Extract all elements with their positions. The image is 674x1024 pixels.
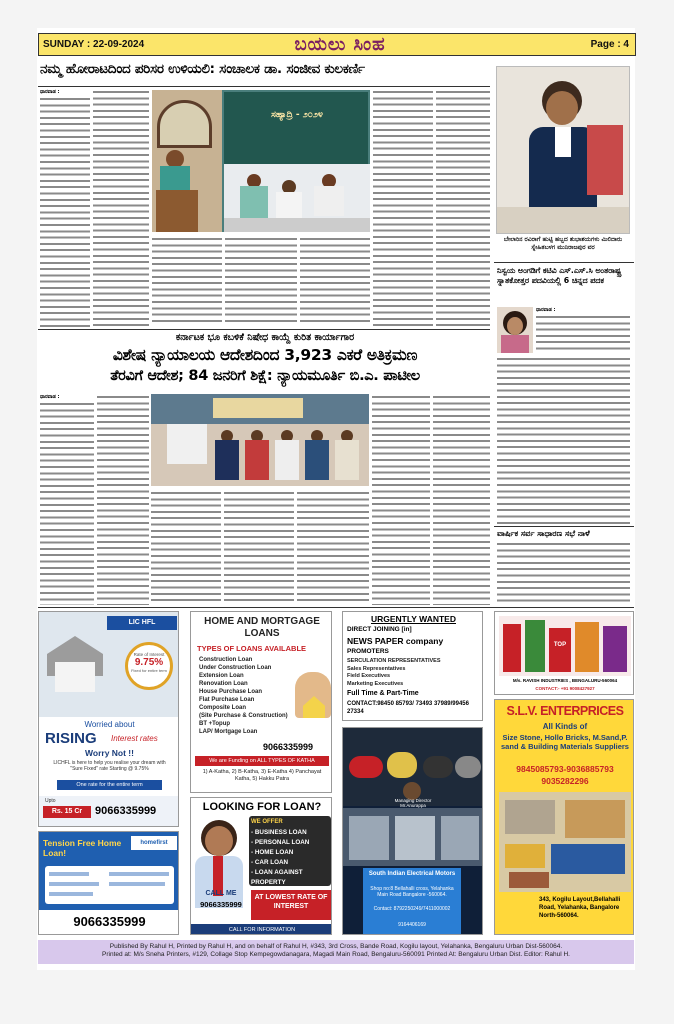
motors-address: Shop no:8 Bellahalli cross, Yelahanka Main Road Bangalore -560064. <box>370 886 454 898</box>
lic-body-text: LICHFL is here to help you realise your dream with "Sure Fixed" rate Starting @ 9.75% <box>53 760 166 772</box>
masthead <box>38 33 636 56</box>
loan-phone: 9066335999 <box>200 900 242 909</box>
loan-type-item: Construction Loan <box>199 657 253 663</box>
loan-type-item: Flat Purchase Loan <box>199 697 255 703</box>
banner-text: ಸಹ್ಯಾದ್ರಿ - ೨೦೨೪ <box>271 110 323 120</box>
home-mortgage-ad <box>190 611 332 793</box>
story4-column <box>497 541 630 605</box>
direct-joining: DIRECT JOINING [in] <box>347 626 412 633</box>
loan-offer-item: - BUSINESS LOAN <box>251 829 307 836</box>
imprint-footer <box>38 940 634 964</box>
worry-not-text: Worry Not !! <box>85 748 134 758</box>
looking-for-loan-ad <box>190 797 332 935</box>
story1-column <box>93 89 149 327</box>
upto-label: Upto <box>45 798 56 804</box>
homefirst-title: Tension Free Home Loan! <box>43 838 122 858</box>
ravish-industries-ad <box>494 611 634 695</box>
student-photo <box>497 307 533 353</box>
story4-headline: ವಾರ್ಷಿಕ ಸರ್ವ ಸಾಧಾರಣ ಸಭೆ ನಾಳೆ <box>497 529 590 538</box>
story2-column <box>151 490 221 605</box>
birthday-photo <box>496 66 630 234</box>
wanted-contact: CONTACT:98450 85793/ 73493 37989/99456 27334 <box>347 701 469 715</box>
imprint-line-2: Printed at: M/s Sneha Printers, #129, Collage Stop Kempegowdanagara, Magadi Main Road, Bengaluru-560091 Printed At: Bengaluru Urban Dist. Editor: Rahul H. <box>102 951 570 958</box>
story2-headline-2: ತೆರವಿಗೆ ಆದೇಶ; 84 ಜನರಿಗೆ ಶಿಕ್ಷೆ: ನ್ಯಾಯಮೂರ್ತಿ ಬಿ.ಎ. ಪಾಟೀಲ <box>110 368 420 384</box>
loan-type-item: Extension Loan <box>199 673 244 679</box>
loan-type-item: (Site Purchase & Construction) <box>199 713 288 719</box>
lic-hfl-ad <box>38 611 179 827</box>
slv-name: S.L.V. ENTERPRICES <box>506 704 624 718</box>
story1-column <box>373 89 433 327</box>
role-item: Marketing Executives <box>347 680 404 687</box>
story2-photo <box>151 394 369 486</box>
managing-director: Managing Director Mr.Anurappa <box>394 798 432 808</box>
lic-logo: LIC HFL <box>107 616 177 630</box>
story1-headline: ನಮ್ಮ ಹೋರಾಟದಿಂದ ಪರಿಸರ ಉಳಿಯಲಿ: ಸಂಚಾಲಕ ಡಾ. ಸಂಜೀವ ಕುಲಕರ್ಣಿ <box>40 62 365 77</box>
motors-contact-2: 9164406169 <box>398 922 426 928</box>
story1-column <box>300 236 370 326</box>
newspaper-title: ಬಯಲು ಸಿಂಹ <box>294 34 386 55</box>
story2-column <box>297 490 369 605</box>
story2-column <box>97 394 149 605</box>
story1-photo <box>152 90 370 232</box>
worried-text: Worried about <box>84 720 135 729</box>
work-time: Full Time & Part-Time <box>347 690 419 697</box>
issue-date: SUNDAY : 22-09-2024 <box>43 39 145 50</box>
slv-address: 343, Kogilu Layout,Bellahalli Road, Yelahanka, Bangalore North-560064. <box>539 897 621 919</box>
loan-ad-title: LOOKING FOR LOAN? <box>202 801 322 813</box>
urgently-wanted-ad <box>342 611 483 721</box>
page-number: Page : 4 <box>590 39 629 50</box>
slv-kinds: All Kinds of <box>542 722 588 731</box>
story2-column <box>433 394 490 605</box>
role-item: Field Executives <box>347 673 391 679</box>
rate-value: 9.75% <box>134 657 164 668</box>
homefirst-phone: 9066335999 <box>73 914 146 929</box>
story1-column <box>152 236 222 326</box>
loan-type-item: LAP/ Mortgage Loan <box>199 729 258 735</box>
katha-types: 1) A-Katha, 2) B-Katha, 3) E-Katha 4) Panchayat Katha, 5) Hakku Patra <box>202 769 322 782</box>
birthday-caption: ಬೇಲಾರಿನ ರವಿರಾಗೆ ಹುಟ್ಟಿ ಹಬ್ಬದ ಶುಭಾಶಯಗಳು ಮಿಲಿದಾರು ಸ್ನೇಹಿತಬಳಗ ಮುನಿರಾಜಪುರ ವರ <box>503 236 623 251</box>
lic-phone: 9066335999 <box>95 805 157 817</box>
loan-offer-item: - CAR LOAN <box>251 859 289 866</box>
brand-label: TOP <box>553 642 567 648</box>
divider <box>38 329 490 330</box>
divider <box>494 262 634 263</box>
story1-column <box>225 236 297 326</box>
motors-name: South Indian Electrical Motors <box>368 871 456 877</box>
loan-types-title: TYPES OF LOANS AVAILABLE <box>197 644 307 653</box>
interest-text: Interest rates <box>111 734 158 743</box>
electric-motors-ad <box>342 727 483 935</box>
slv-items: Size Stone, Hollo Bricks, M.Sand,P. sand & Building Materials Suppliers <box>501 733 629 751</box>
story2-column <box>224 490 294 605</box>
homefirst-logo: homefirst <box>131 836 177 850</box>
divider <box>38 86 490 87</box>
story3-dateline: ಧಾರವಾಡ : <box>536 307 556 313</box>
slv-phone-2: 9035282296 <box>541 776 589 786</box>
call-me-label: CALL ME <box>205 890 237 897</box>
loan-offer-item: - PERSONAL LOAN <box>251 839 310 846</box>
rising-text: RISING <box>45 730 97 747</box>
ravish-contact: CONTACT:- +91 9008427927 <box>535 686 595 691</box>
story2-column <box>40 394 94 605</box>
story2-column <box>372 394 430 605</box>
story2-headline: ವಿಶೇಷ ನ್ಯಾಯಾಲಯ ಆದೇಶದಿಂದ 3,923 ಎಕರೆ ಅತಿಕ್ರಮಣ <box>112 346 418 364</box>
slv-phone-1: 9845085793-9036885793 <box>516 764 614 774</box>
loan-type-item: BT +Topup <box>199 721 231 727</box>
loan-offer-item: - HOME LOAN <box>251 849 294 856</box>
story2-kicker: ಕರ್ನಾಟಕ ಭೂ ಕಬಳಿಕೆ ನಿಷೇಧ ಕಾಯ್ದೆ ಕುರಿತ ಕಾರ್ಯಾಗಾರ <box>175 332 355 343</box>
rate-badge-bottom: Fixed for entire term <box>131 668 167 673</box>
story3-headline: ನಿಸ್ವಯ ಅಂಗಡಿಗೆ ಕಟಿವಿ ಎಸ್.ಎಸ್.ಸಿ ಅಂತರಾಷ್ಟ್ರ ಸ್ನಾತಕೋತ್ತರ ಪದವಿಯಲ್ಲಿ 6 ಚಿನ್ನದ ಪದಕ <box>497 266 622 285</box>
mortgage-title: HOME AND MORTGAGE LOANS <box>204 616 320 639</box>
promoters-label: PROMOTERS <box>347 648 389 655</box>
loan-amount: Rs. 15 Cr <box>43 806 91 818</box>
ravish-name: M/s. RAVISH INDUSTRIES , BENGALURU-560064 <box>512 678 618 683</box>
wanted-title: URGENTLY WANTED <box>370 614 456 624</box>
motors-contact: Contact: 8792250249/7411000002 <box>373 906 451 912</box>
story1-dateline: ಧಾರವಾಡ : <box>40 89 60 95</box>
lic-tagline: One rate for the entire term <box>57 780 162 790</box>
loan-type-item: Renovation Loan <box>199 681 248 687</box>
imprint-line-1: Published By Rahul H, Printed by Rahul H, and on behalf of Rahul H, #343, 3rd Cross, Bande Road, Kogilu layout, Yelahanka, Bengaluru Urban Dist-560064. <box>109 943 563 950</box>
mortgage-phone: 9066335999 <box>263 742 314 752</box>
loan-type-item: House Purchase Loan <box>199 689 263 695</box>
story1-column <box>436 89 490 327</box>
loan-types-list <box>199 656 299 736</box>
slv-enterprices-ad <box>494 699 634 935</box>
company-name: NEWS PAPER company <box>347 636 444 646</box>
loan-type-item: Under Construction Loan <box>199 665 272 671</box>
loan-offer-item: - LOAN AGAINST PROPERTY <box>251 869 303 886</box>
story1-column <box>40 89 90 327</box>
loan-type-item: Composite Loan <box>199 705 247 711</box>
divider <box>38 607 634 608</box>
lowest-rate-banner: AT LOWEST RATE OF INTEREST <box>251 890 331 920</box>
role-item: Sales Representatives <box>347 665 406 672</box>
funding-banner: We are Funding on ALL TYPES OF KATHA <box>195 756 329 766</box>
divider <box>494 526 634 527</box>
homefirst-ad <box>38 831 179 935</box>
rate-badge-top: Rate of Interest <box>133 652 165 657</box>
story2-dateline: ಧಾರವಾಡ : <box>40 394 60 400</box>
offer-label: WE OFFER <box>251 819 283 825</box>
loan-offer-list <box>251 828 331 888</box>
roles-list <box>347 658 480 688</box>
story3-column <box>497 356 630 524</box>
call-info: CALL FOR INFORMATION <box>191 924 332 935</box>
role-item: SERCULATION REPRESENTATIVES <box>347 658 441 664</box>
story3-column <box>536 307 630 354</box>
